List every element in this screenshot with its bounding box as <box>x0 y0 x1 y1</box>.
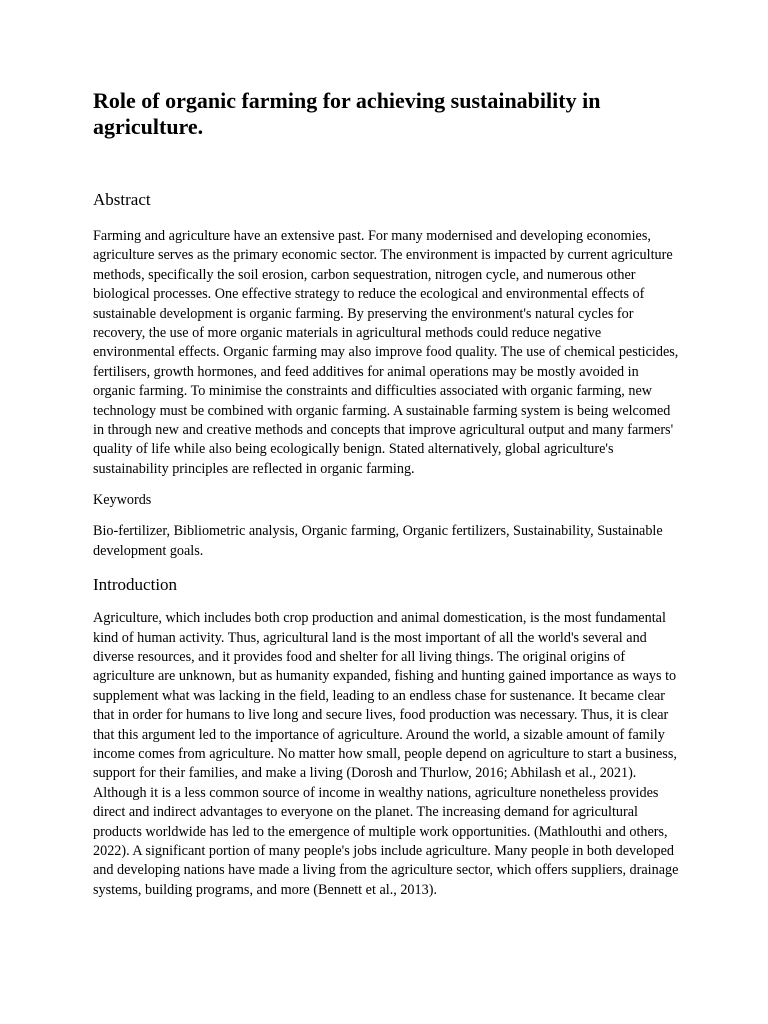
document-page <box>93 88 683 900</box>
keywords-heading: Keywords <box>93 492 152 509</box>
abstract-heading: Abstract <box>93 190 151 209</box>
abstract-paragraph: Farming and agriculture have an extensive past. For many modernised and developing economies, agriculture serves as the primary economic sector. The environment is impacted by current agriculture methods, specifically the soil erosion, carbon sequestration, nitrogen cycle, and numerous other biological processes. One effective strategy to reduce the ecological and environmental effects of sustainable development is organic farming. By preserving the environment's natural cycles for recovery, the use of more organic materials in agricultural methods could reduce negative environmental effects. Organic farming may also improve food quality. The use of chemical pesticides, fertilisers, growth hormones, and feed additives for animal operations may be mostly avoided in organic farming. To minimise the constraints and difficulties associated with organic farming, new technology must be combined with organic farming. A sustainable farming system is being welcomed in through new and creative methods and concepts that improve agricultural output and many farmers' quality of life while also being ecologically benign. Stated alternatively, global agriculture's sustainability principles are reflected in organic farming. <box>93 228 679 477</box>
introduction-paragraph: Agriculture, which includes both crop production and animal domestication, is the most fundamental kind of human activity. Thus, agricultural land is the most important of all the world's several and diverse resources, and it provides food and shelter for all living things. The original origins of agriculture are unknown, but as humanity expanded, fishing and hunting gained importance as ways to supplement what was lacking in the field, leading to an endless chase for sustenance. It became clear that in order for humans to live long and secure lives, food production was necessary. Thus, it is clear that this argument led to the importance of agriculture. Around the world, a sizable amount of family income comes from agriculture. No matter how small, people depend on agriculture to start a business, support for their families, and make a living (Dorosh and Thurlow, 2016; Abhilash et al., 2021). Although it is a less common source of income in wealthy nations, agriculture nonetheless provides direct and indirect advantages to everyone on the planet. The increasing demand for agricultural products worldwide has led to the emergence of multiple work opportunities. (Mathlouthi and others, 2022). A significant portion of many people's jobs include agriculture. Many people in both developed and developing nations have made a living from the agriculture sector, which offers suppliers, drainage systems, building programs, and more (Bennett et al., 2013). <box>93 610 679 898</box>
keywords-paragraph: Bio-fertilizer, Bibliometric analysis, Organic farming, Organic fertilizers, Sustainability, Sustainable development goals. <box>93 523 663 559</box>
introduction-heading: Introduction <box>93 575 178 595</box>
paper-title: Role of organic farming for achieving sustainability in agriculture. <box>93 88 601 139</box>
